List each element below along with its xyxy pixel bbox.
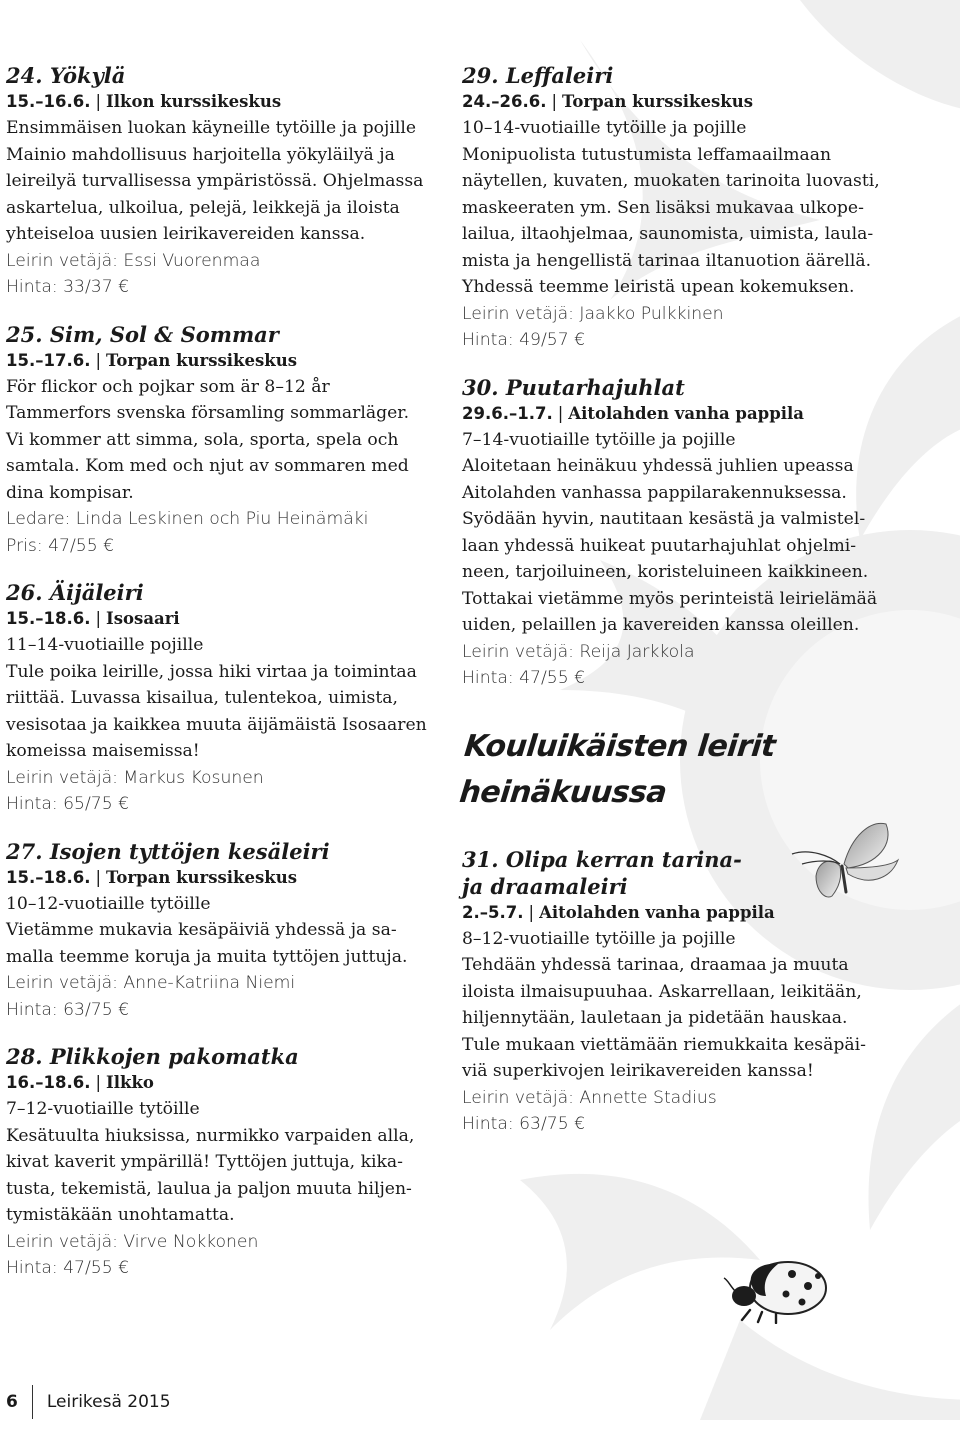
entry-line: 11–14-vuotiaille pojille	[6, 635, 204, 655]
entry-line: samtala. Kom med och njut av sommaren med	[6, 456, 409, 476]
entry-price: Hinta: 47/55 €	[6, 1258, 130, 1278]
camp-entry	[6, 1043, 438, 1282]
entry-date: 15.–18.6.	[6, 609, 91, 628]
left-column	[6, 62, 438, 1302]
separator: |	[528, 902, 535, 922]
entry-line: 10–12-vuotiaille tytöille	[6, 893, 211, 914]
entry-price: Hinta: 33/37 €	[6, 277, 130, 297]
entry-line: Aitolahden vanhassa pappilarakennuksessa.	[462, 482, 847, 503]
entry-date-place	[462, 401, 942, 427]
entry-title: 24. Yökylä	[6, 63, 126, 88]
entry-price: Hinta: 65/75 €	[6, 794, 130, 814]
entry-line: riittää. Luvassa kisailua, tulentekoa, uimista,	[6, 688, 398, 708]
entry-line: iloista ilmaisupuuhaa. Askarrellaan, leikitään,	[462, 981, 862, 1002]
separator: |	[95, 609, 102, 628]
entry-description	[6, 1096, 438, 1229]
entry-line: Syödään hyvin, nautitaan kesästä ja valmistel-	[462, 509, 866, 529]
camp-entry	[6, 62, 438, 301]
entry-line: maskeeraten ym. Sen lisäksi mukavaa ulkope-	[462, 197, 864, 218]
entry-leader: Leirin vetäjä: Jaakko Pulkkinen	[462, 303, 724, 324]
entry-leader: Leirin vetäjä: Virve Nokkonen	[6, 1231, 259, 1252]
separator: |	[557, 403, 564, 423]
entry-description	[6, 891, 438, 971]
entry-title: 29. Leffaleiri	[462, 63, 614, 88]
entry-line: malla teemme koruja ja muita tyttöjen juttuja.	[6, 946, 408, 967]
entry-line: vesisotaa ja kaikkea muuta äijämäistä Isosaaren	[6, 714, 427, 735]
separator: |	[95, 350, 102, 370]
entry-place: Ilkko	[106, 1073, 154, 1092]
entry-description	[462, 427, 942, 639]
entry-price: Hinta: 63/75 €	[462, 1114, 586, 1134]
entry-price: Pris: 47/55 €	[6, 535, 115, 556]
entry-place: Aitolahden vanha pappila	[568, 403, 804, 423]
entry-line: Tule poika leirille, jossa hiki virtaa ja toimintaa	[6, 661, 417, 682]
entry-date-place	[6, 89, 438, 115]
entry-title-line1: 31. Olipa kerran tarina-	[462, 846, 742, 872]
entry-line: yhteiseloa uusien leirikavereiden kanssa.	[6, 224, 366, 244]
entry-date-place	[6, 1070, 438, 1096]
entry-line: leireilyä turvallisessa ympäristössä. Ohjelmassa	[6, 171, 424, 191]
entry-leader: Leirin vetäjä: Essi Vuorenmaa	[6, 250, 261, 271]
separator: |	[95, 92, 102, 111]
entry-line: 7–14-vuotiaille tytöille ja pojille	[462, 429, 736, 450]
entry-date-place	[6, 348, 438, 374]
entry-date: 16.–18.6.	[6, 1073, 91, 1092]
entry-line: dina kompisar.	[6, 482, 134, 503]
section-heading-line1: Kouluikäisten leirit	[462, 728, 777, 764]
entry-line: hiljennytään, lauletaan ja pidetään hauskaa.	[462, 1008, 848, 1028]
entry-place: Torpan kurssikeskus	[106, 350, 297, 370]
entry-date-place	[6, 606, 438, 632]
entry-date-place	[462, 89, 942, 115]
camp-entry	[6, 321, 438, 560]
entry-line: tymistäkään unohtamatta.	[6, 1205, 235, 1225]
camp-entry	[6, 838, 438, 1024]
right-column	[457, 62, 942, 1158]
entry-date: 29.6.–1.7.	[462, 403, 553, 423]
entry-line: Aloitetaan heinäkuu yhdessä juhlien upeassa	[462, 456, 854, 476]
entry-leader: Leirin vetäjä: Markus Kosunen	[6, 767, 264, 788]
entry-leader: Leirin vetäjä: Annette Stadius	[462, 1087, 717, 1108]
entry-line: Mainio mahdollisuus harjoitella yökyläilyä ja	[6, 144, 395, 165]
camp-entry	[462, 374, 942, 692]
entry-place: Ilkon kurssikeskus	[106, 92, 282, 111]
entry-leader: Leirin vetäjä: Anne-Katriina Niemi	[6, 973, 296, 993]
camp-entry	[462, 62, 942, 354]
entry-title: 28. Plikkojen pakomatka	[6, 1044, 299, 1069]
entry-line: Tottakai vietämme myös perinteistä leirielämää	[462, 588, 878, 609]
entry-line: 7–12-vuotiaille tytöille	[6, 1099, 200, 1119]
entry-price: Hinta: 63/75 €	[6, 999, 130, 1020]
entry-line: 8–12-vuotiaille tytöille ja pojille	[462, 928, 736, 949]
entry-description	[6, 115, 438, 248]
entry-line: uiden, pelaillen ja kavereiden kanssa oleillen.	[462, 615, 860, 635]
entry-line: 10–14-vuotiaille tytöille ja pojille	[462, 118, 747, 138]
section-heading	[457, 724, 947, 816]
entry-line: Ensimmäisen luokan käyneille tytöille ja pojille	[6, 118, 417, 138]
entry-line: laan yhdessä huikeat puutarhajuhlat ohjelmi-	[462, 535, 857, 556]
page-footer	[6, 1384, 171, 1420]
entry-line: Vietämme mukavia kesäpäiviä yhdessä ja sa-	[6, 920, 397, 940]
ladybug-icon	[722, 1252, 834, 1324]
footer-divider	[32, 1385, 33, 1419]
page-number: 6	[6, 1392, 18, 1412]
section-heading-line2: heinäkuussa	[457, 774, 669, 810]
entry-date: 15.–17.6.	[6, 350, 91, 370]
entry-title: 30. Puutarhajuhlat	[462, 374, 685, 400]
entry-title: 26. Äijäleiri	[6, 580, 144, 605]
entry-title-line2: ja draamaleiri	[462, 873, 628, 899]
entry-place: Torpan kurssikeskus	[562, 92, 753, 111]
entry-line: Monipuolista tutustumista leffamaailmaan	[462, 144, 832, 165]
entry-line: Vi kommer att simma, sola, sporta, spela och	[6, 429, 399, 450]
entry-place: Isosaari	[106, 609, 180, 628]
publication-name: Leirikesä 2015	[46, 1392, 171, 1412]
entry-place: Torpan kurssikeskus	[106, 867, 297, 887]
entry-date: 24.–26.6.	[462, 92, 547, 111]
entry-line: Kesätuulta hiuksissa, nurmikko varpaiden alla,	[6, 1125, 415, 1146]
entry-description	[462, 115, 942, 301]
entry-line: För flickor och pojkar som är 8–12 år	[6, 376, 330, 397]
separator: |	[551, 92, 558, 111]
entry-description	[462, 926, 942, 1085]
entry-title: 27. Isojen tyttöjen kesäleiri	[6, 838, 330, 864]
entry-price: Hinta: 47/55 €	[462, 668, 586, 688]
entry-leader: Leirin vetäjä: Reija Jarkkola	[462, 641, 695, 662]
separator: |	[95, 1073, 102, 1092]
entry-line: Yhdessä teemme leiristä upean kokemuksen.	[462, 277, 855, 297]
entry-line: neen, tarjoiluineen, koristeluineen kaikkineen.	[462, 562, 869, 582]
entry-date: 15.–18.6.	[6, 867, 91, 887]
entry-line: Tehdään yhdessä tarinaa, draamaa ja muuta	[462, 955, 849, 975]
entry-leader: Ledare: Linda Leskinen och Piu Heinämäki	[6, 509, 369, 529]
entry-title: 25. Sim, Sol & Sommar	[6, 321, 279, 347]
camp-entry	[6, 579, 438, 818]
butterfly-icon	[782, 816, 902, 906]
entry-place: Aitolahden vanha pappila	[539, 902, 775, 922]
entry-line: kivat kaverit ympärillä! Tyttöjen juttuja, kika-	[6, 1152, 403, 1172]
entry-description	[6, 374, 438, 507]
entry-price: Hinta: 49/57 €	[462, 330, 586, 350]
entry-line: näytellen, kuvaten, muokaten tarinoita luovasti,	[462, 171, 880, 191]
entry-line: askartelua, ulkoilua, pelejä, leikkejä ja iloista	[6, 197, 400, 218]
entry-line: Tule mukaan viettämään riemukkaita kesäpäi-	[462, 1034, 866, 1055]
entry-line: viä superkivojen leirikavereiden kanssa!	[462, 1061, 814, 1081]
entry-line: lailua, iltaohjelmaa, saunomista, uimista, laula-	[462, 224, 874, 244]
entry-date: 2.–5.7.	[462, 902, 524, 922]
entry-date-place	[6, 865, 438, 891]
entry-line: tusta, tekemistä, laulua ja paljon muuta hiljen-	[6, 1178, 412, 1199]
separator: |	[95, 867, 102, 887]
entry-line: mista ja hengellistä tarinaa iltanuotion äärellä.	[462, 250, 872, 271]
entry-line: komeissa maisemissa!	[6, 741, 200, 761]
entry-line: Tammerfors svenska församling sommarläger.	[6, 403, 410, 423]
entry-description	[6, 632, 438, 765]
entry-date: 15.–16.6.	[6, 92, 91, 111]
